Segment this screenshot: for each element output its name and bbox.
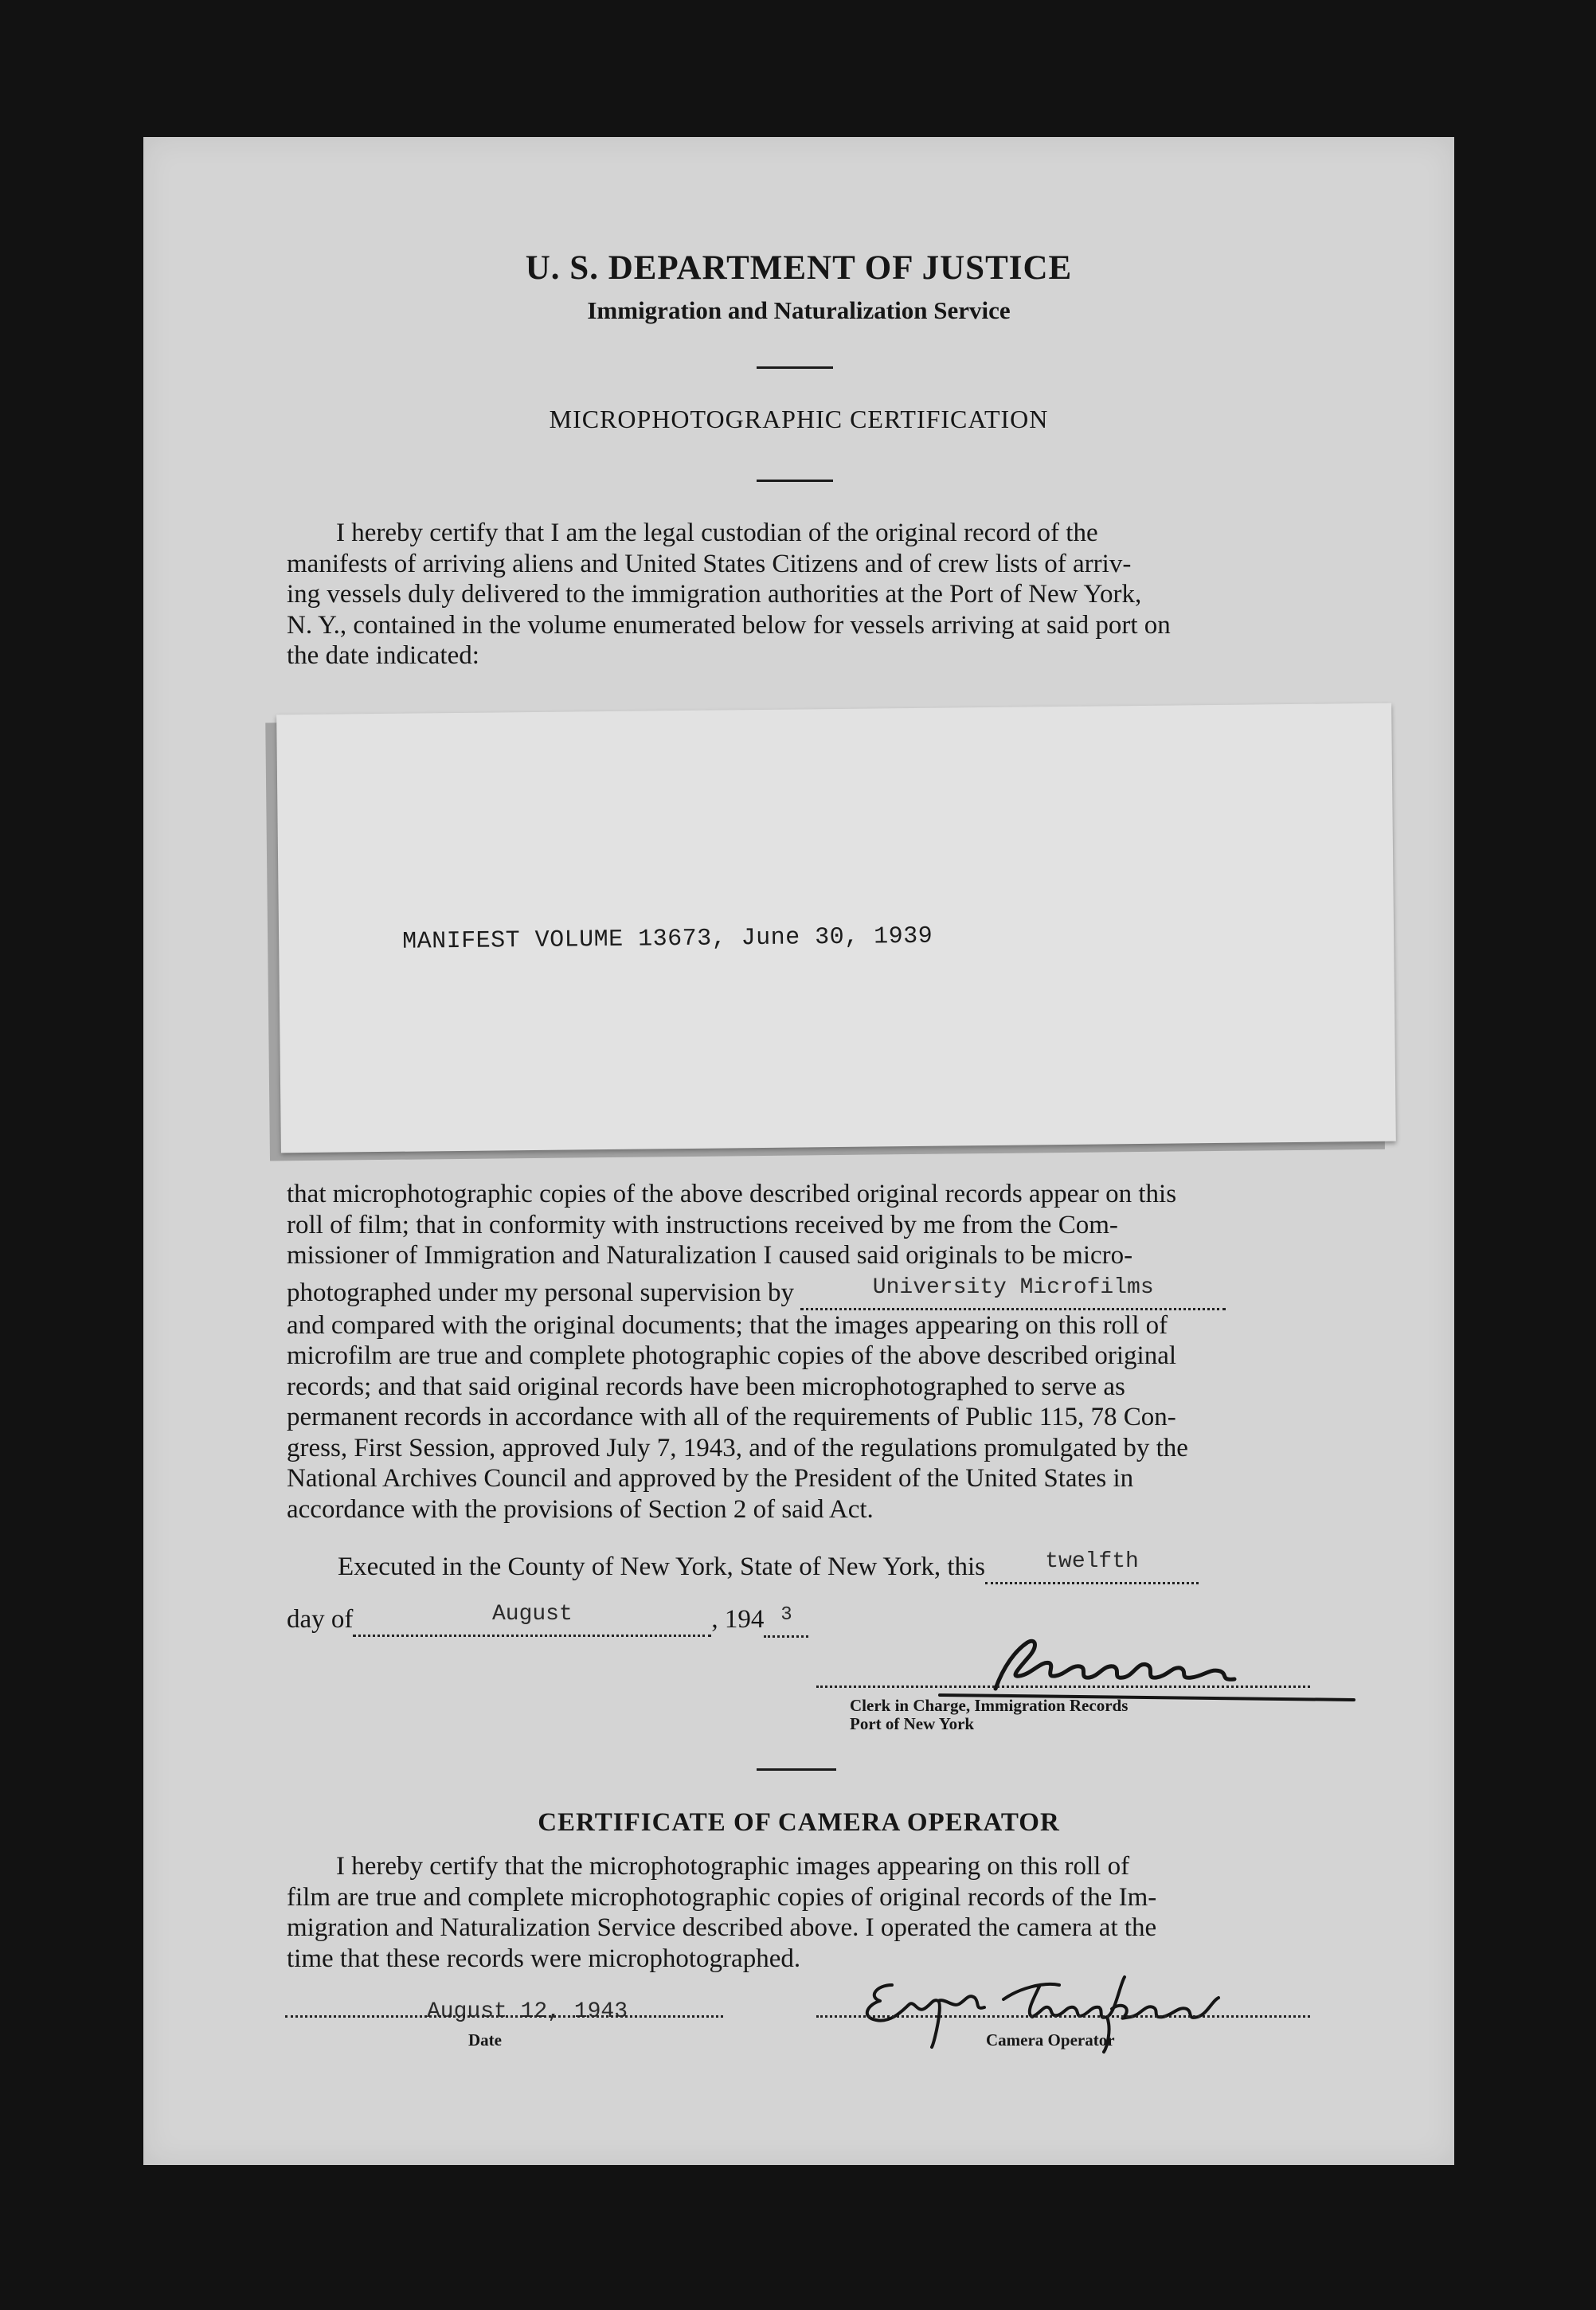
manifest-volume-card [276,703,1396,1153]
manifest-volume-text: MANIFEST VOLUME 13673, June 30, 1939 [401,922,933,956]
operator-signature-line [816,2015,1310,2018]
clerk-title [850,1697,1128,1733]
supervisor-field [800,1274,1226,1310]
camera-operator-title: CERTIFICATE OF CAMERA OPERATOR [538,1808,1060,1837]
clerk-signature [908,1619,1370,1706]
paragraph-line: film are true and complete microphotographic copies of original records of the Im- [287,1882,1157,1912]
execution-day-value: twelfth [1045,1549,1139,1574]
paragraph-line: permanent records in accordance with all of the requirements of Public 115, 78 Con- [287,1403,1176,1431]
divider [757,366,833,369]
year-prefix: , 194 [711,1605,765,1634]
paragraph-line: accordance with the provisions of Section 2 of said Act. [287,1494,874,1524]
paragraph-line: microfilm are true and complete photographic copies of the above described original [287,1341,1177,1370]
paragraph-line: I hereby certify that I am the legal custodian of the original record of the [336,519,1098,547]
paragraph-line: migration and Naturalization Service described above. I operated the camera at the [287,1913,1157,1942]
operator-date-value: August 12, 1943 [427,1999,628,2024]
paragraph-line: N. Y., contained in the volume enumerated below for vessels arriving at said port on [287,610,1171,640]
year-digit-field [764,1604,808,1638]
agency-heading: U. S. DEPARTMENT OF JUSTICE [525,249,1073,287]
date-line [285,2015,723,2018]
supervision-prefix: photographed under my personal supervision by [287,1278,794,1307]
paragraph-line: and compared with the original documents; that the images appearing on this roll of [287,1310,1168,1340]
date-label: Date [468,2030,502,2050]
certification-page [143,137,1454,2165]
clerk-signature-line [816,1686,1310,1688]
paragraph-line: time that these records were microphotographed. [287,1944,801,1973]
supervisor-value: University Microfilms [872,1274,1154,1300]
year-digit-value: 3 [780,1604,792,1626]
paragraph-line: roll of film; that in conformity with instructions received by me from the Com- [287,1210,1118,1239]
paragraph-line: the date indicated: [287,641,479,670]
clerk-title-line: Port of New York [850,1714,975,1733]
paragraph-line: records; and that said original records have been microphotographed to serve as [287,1372,1125,1401]
month-value: August [491,1602,573,1627]
paragraph-line: missioner of Immigration and Naturalization I caused said originals to be micro- [287,1241,1133,1270]
divider [757,480,833,482]
paragraph-line: gress, First Session, approved July 7, 1943, and of the regulations promulgated by the [287,1433,1188,1462]
execution-line [287,1549,1314,1584]
paragraph-line: National Archives Council and approved by the President of the United States in [287,1464,1134,1493]
month-field [353,1602,711,1637]
paragraph-line: manifests of arriving aliens and United States Citizens and of crew lists of arriv- [287,549,1132,578]
execution-day-field [985,1549,1199,1584]
subagency-heading: Immigration and Naturalization Service [587,296,1011,324]
paragraph-line: I hereby certify that the microphotographic images appearing on this roll of [336,1852,1130,1881]
divider [757,1768,836,1771]
custodian-paragraph [287,518,1314,671]
copies-paragraph [287,1179,1314,1525]
camera-operator-label: Camera Operator [986,2030,1115,2050]
paragraph-line: ing vessels duly delivered to the immigration authorities at the Port of New York, [287,580,1142,609]
clerk-title-line: Clerk in Charge, Immigration Records [850,1696,1129,1715]
day-of-label: day of [287,1605,354,1634]
execution-prefix: Executed in the County of New York, State of New York, this [338,1552,986,1581]
certificate-title: MICROPHOTOGRAPHIC CERTIFICATION [549,405,1049,433]
paragraph-line [287,1274,1314,1310]
paragraph-line: that microphotographic copies of the above described original records appear on this [287,1180,1177,1208]
